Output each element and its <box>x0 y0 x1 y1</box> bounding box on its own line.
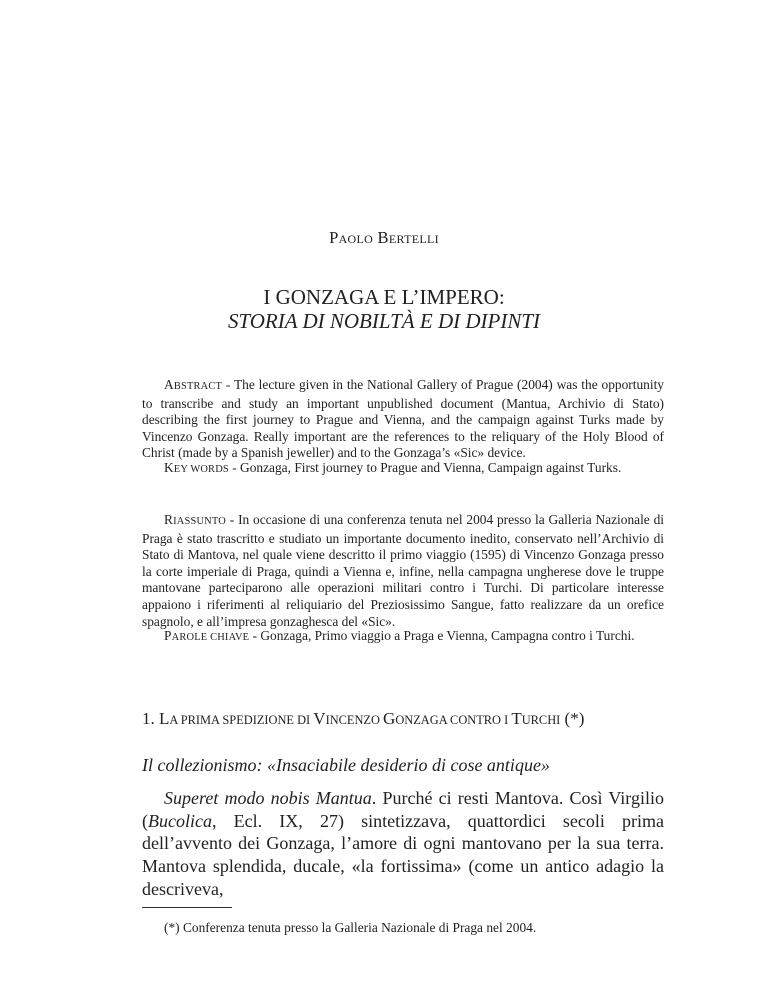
abstract-italian: RIASSUNTO - In occasione di una conferenza tenuta nel 2004 presso la Galleria Nazionale di Praga è stato trascritto e studiato un importante documento inedito, conservato nell’Archivio di Stato di Mantova, nel quale viene descritto il primo viaggio (1595) di Vincenzo Gonzaga presso la corte imperiale di Praga, quindi a Vienna e, infine, nella campagna ungherese dove le truppe mantovane parteciparono alle operazioni militari contro i Turchi. Di particolare interesse appaiono i riferimenti al reliquiario del Preziosissimo Sangue, fatto realizzare da un orefice spagnolo, e all’impresa gonzaghesca del «Sic». <box>142 512 664 629</box>
abstract-english: ABSTRACT - The lecture given in the National Gallery of Prague (2004) was the opportunity to transcribe and study an important unpublished document (Mantua, Archivio di Stato) describing the first journey to Prague and Vienna, and the campaign against Turks made by Vincenzo Gonzaga. Really important are the references to the reliquary of the Holy Blood of Christ (made by a Spanish jeweller) and to the Gonzaga’s «Sic» device. <box>142 377 664 461</box>
riassunto-text: In occasione di una conferenza tenuta nel 2004 presso la Galleria Nazionale di Praga è stato trascritto e studiato un importante documento inedito, conservato nell’Archivio di Stato di Mantova, nel quale viene descritto il primo viaggio (1595) di Vincenzo Gonzaga presso la corte imperiale di Praga, quindi a Vienna e, infine, nella campagna ungherese dove le truppe mantovane parteciparono alle operazioni militari contro i Turchi. Di particolare interesse appaiono i riferimenti al reliquiario del Preziosissimo Sangue, fatto realizzare da un orefice spagnolo, e all’impresa gonzaghesca del «Sic». <box>142 512 664 629</box>
footnote: (*) Conferenza tenuta presso la Galleria Nazionale di Praga nel 2004. <box>164 920 537 935</box>
keywords-label: KEY WORDS <box>164 460 229 475</box>
body-text: Superet modo nobis Mantua. Purché ci resti Mantova. Così Virgilio (Bucolica, Ecl. IX, 27) sintetizzava, quattordici secoli prima dell’avvento dei Gonzaga, l’amore di ogni mantovano per la sua terra. Mantova splendida, ducale, «la fortissima» (come un antico adagio la descriveva, <box>142 788 664 899</box>
riassunto-label: RIASSUNTO <box>164 512 226 527</box>
section-heading: 1. LA PRIMA SPEDIZIONE DI VINCENZO GONZAGA CONTRO I TURCHI (*) <box>142 709 585 728</box>
keywords-english: KEY WORDS - Gonzaga, First journey to Prague and Vienna, Campaign against Turks. <box>164 460 622 475</box>
title-line-1: I GONZAGA E L’IMPERO: <box>263 285 505 309</box>
footnote-rule <box>142 907 232 908</box>
keywords-italian: PAROLE CHIAVE - Gonzaga, Primo viaggio a Praga e Vienna, Campagna contro i Turchi. <box>164 628 635 643</box>
subsection-heading: Il collezionismo: «Insaciabile desiderio di cose antique» <box>142 755 550 775</box>
title-line-2: STORIA DI NOBILTÀ E DI DIPINTI <box>227 309 541 333</box>
abstract-label: ABSTRACT <box>164 377 223 392</box>
author-name: PAOLO BERTELLI <box>329 228 439 247</box>
paper-title <box>0 285 768 333</box>
parole-chiave-text: Gonzaga, Primo viaggio a Praga e Vienna, Campagna contro i Turchi. <box>260 628 635 643</box>
parole-chiave-label: PAROLE CHIAVE <box>164 628 250 643</box>
keywords-text: Gonzaga, First journey to Prague and Vienna, Campaign against Turks. <box>240 460 622 475</box>
abstract-text: The lecture given in the National Gallery of Prague (2004) was the opportunity to transcribe and study an important unpublished document (Mantua, Archivio di Stato) describing the first journey to Prague and Vienna, and the campaign against Turks made by Vincenzo Gonzaga. Really important are the references to the reliquary of the Holy Blood of Christ (made by a Spanish jeweller) and to the Gonzaga’s «Sic» device. <box>142 377 664 461</box>
